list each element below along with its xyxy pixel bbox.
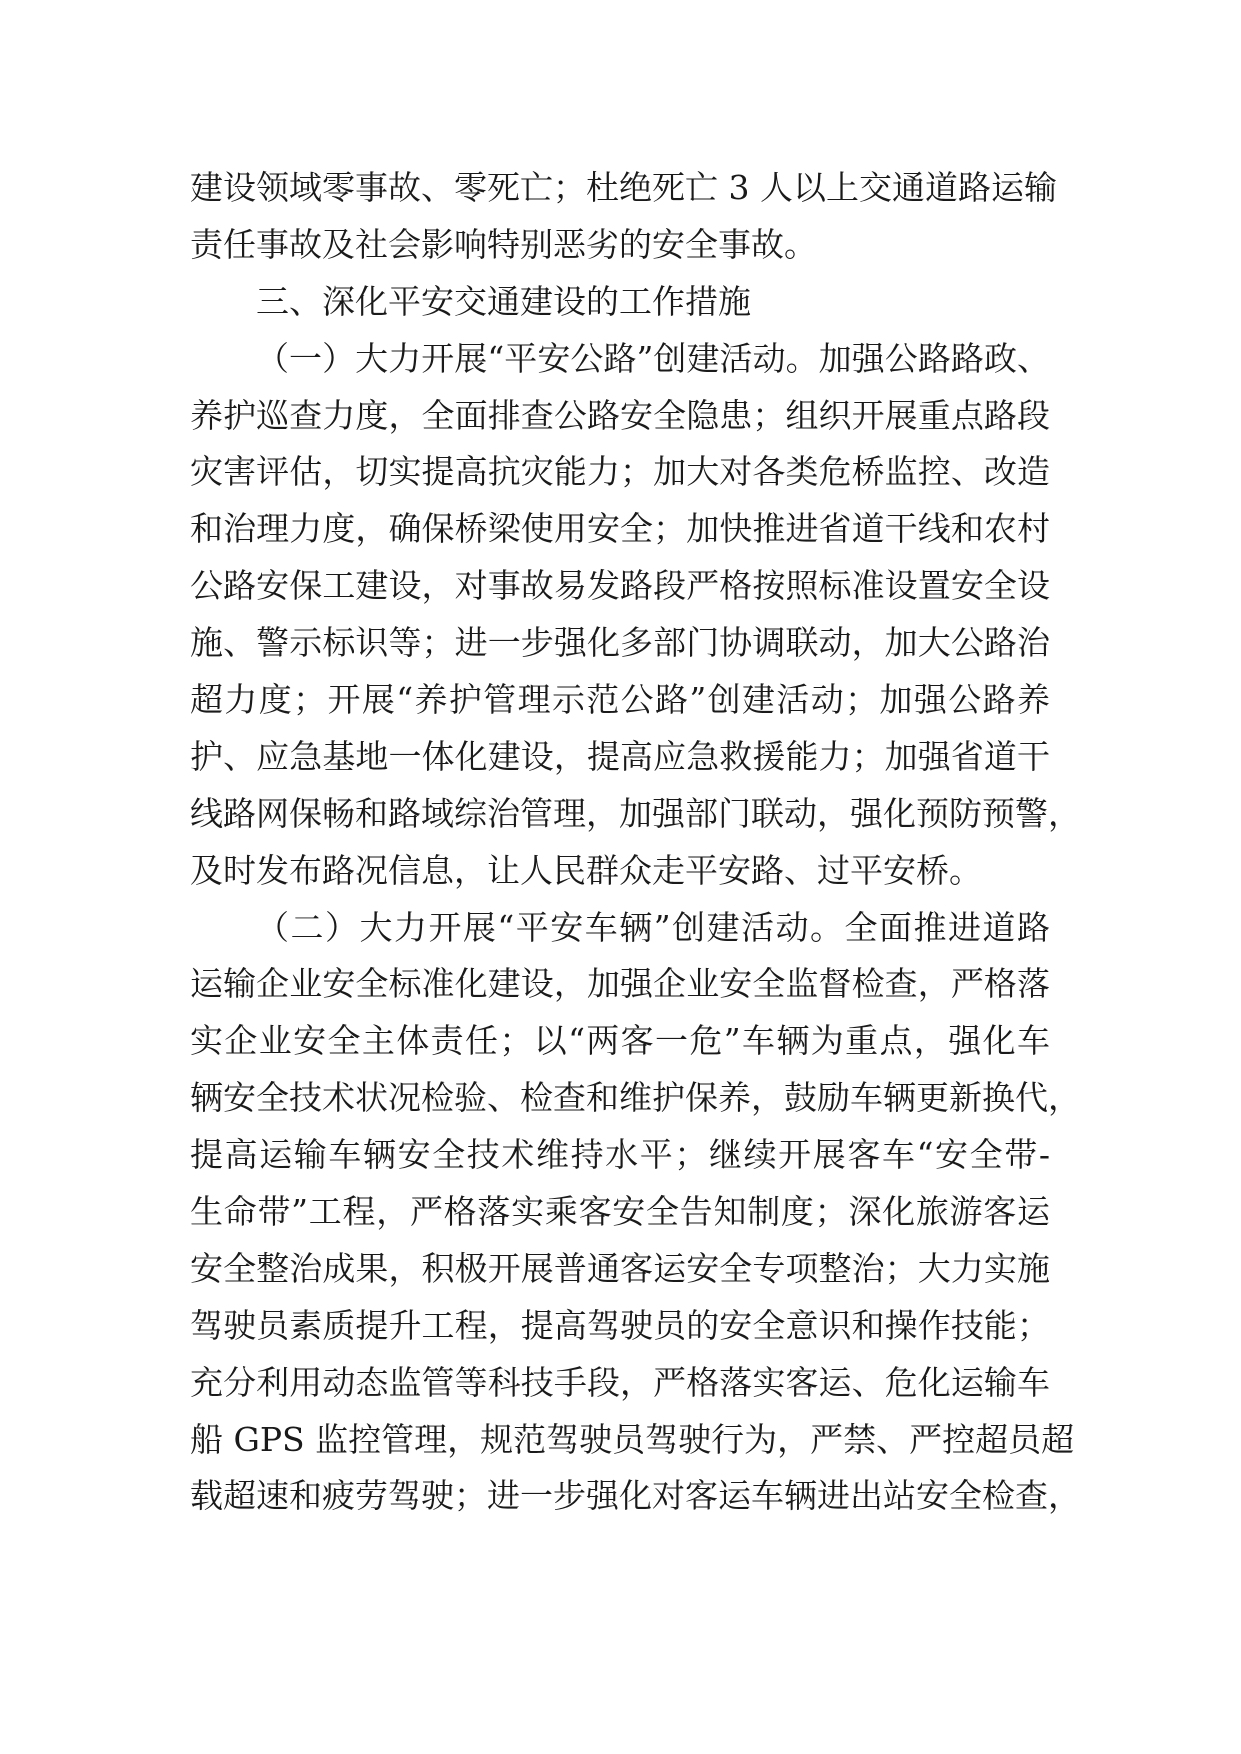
subsection-heading: （一）大力开展“平安公路”创建活动。加强公路路政、 [256,338,1050,378]
text-line: 安全整治成果，积极开展普通客运安全专项整治；大力实施 [190,1248,1050,1288]
text-line: 提高运输车辆安全技术维持水平；继续开展客车“安全带- [190,1135,1050,1175]
text-line: 充分利用动态监管等科技手段，严格落实客运、危化运输车 [190,1362,1050,1402]
text-line: 护、应急基地一体化建设，提高应急救援能力；加强省道干 [190,736,1050,776]
text-line: 实企业安全主体责任；以“两客一危”车辆为重点，强化车 [190,1021,1050,1061]
text-line: 责任事故及社会影响特别恶劣的安全事故。 [190,224,817,264]
text-line: 及时发布路况信息，让人民群众走平安路、过平安桥。 [190,850,982,890]
text-line: 生命带”工程，严格落实乘客安全告知制度；深化旅游客运 [190,1192,1050,1232]
text-line: 和治理力度，确保桥梁使用安全；加快推进省道干线和农村 [190,509,1050,549]
text-line: 运输企业安全标准化建设，加强企业安全监督检查，严格落 [190,964,1050,1004]
text-line: 灾害评估，切实提高抗灾能力；加大对各类危桥监控、改造 [190,452,1050,492]
text-line: 船 GPS 监控管理，规范驾驶员驾驶行为，严禁、严控超员超 [190,1419,1075,1459]
body-text [190,160,1081,1525]
subsection-heading: （二）大力开展“平安车辆”创建活动。全面推进道路 [256,907,1050,947]
text-line: 驾驶员素质提升工程，提高驾驶员的安全意识和操作技能； [190,1305,1050,1345]
text-line: 线路网保畅和路域综治管理，加强部门联动，强化预防预警， [190,793,1081,833]
text-line: 施、警示标识等；进一步强化多部门协调联动，加大公路治 [190,623,1050,663]
text-line: 公路安保工建设，对事故易发路段严格按照标准设置安全设 [190,566,1050,606]
text-line: 养护巡查力度，全面排查公路安全隐患；组织开展重点路段 [190,395,1050,435]
text-line: 辆安全技术状况检验、检查和维护保养，鼓励车辆更新换代， [190,1078,1081,1118]
section-heading: 三、深化平安交通建设的工作措施 [256,281,751,321]
text-line: 载超速和疲劳驾驶；进一步强化对客运车辆进出站安全检查， [190,1476,1081,1516]
text-line: 超力度；开展“养护管理示范公路”创建活动；加强公路养 [190,680,1050,720]
text-line: 建设领域零事故、零死亡；杜绝死亡 3 人以上交通道路运输 [190,168,1057,207]
